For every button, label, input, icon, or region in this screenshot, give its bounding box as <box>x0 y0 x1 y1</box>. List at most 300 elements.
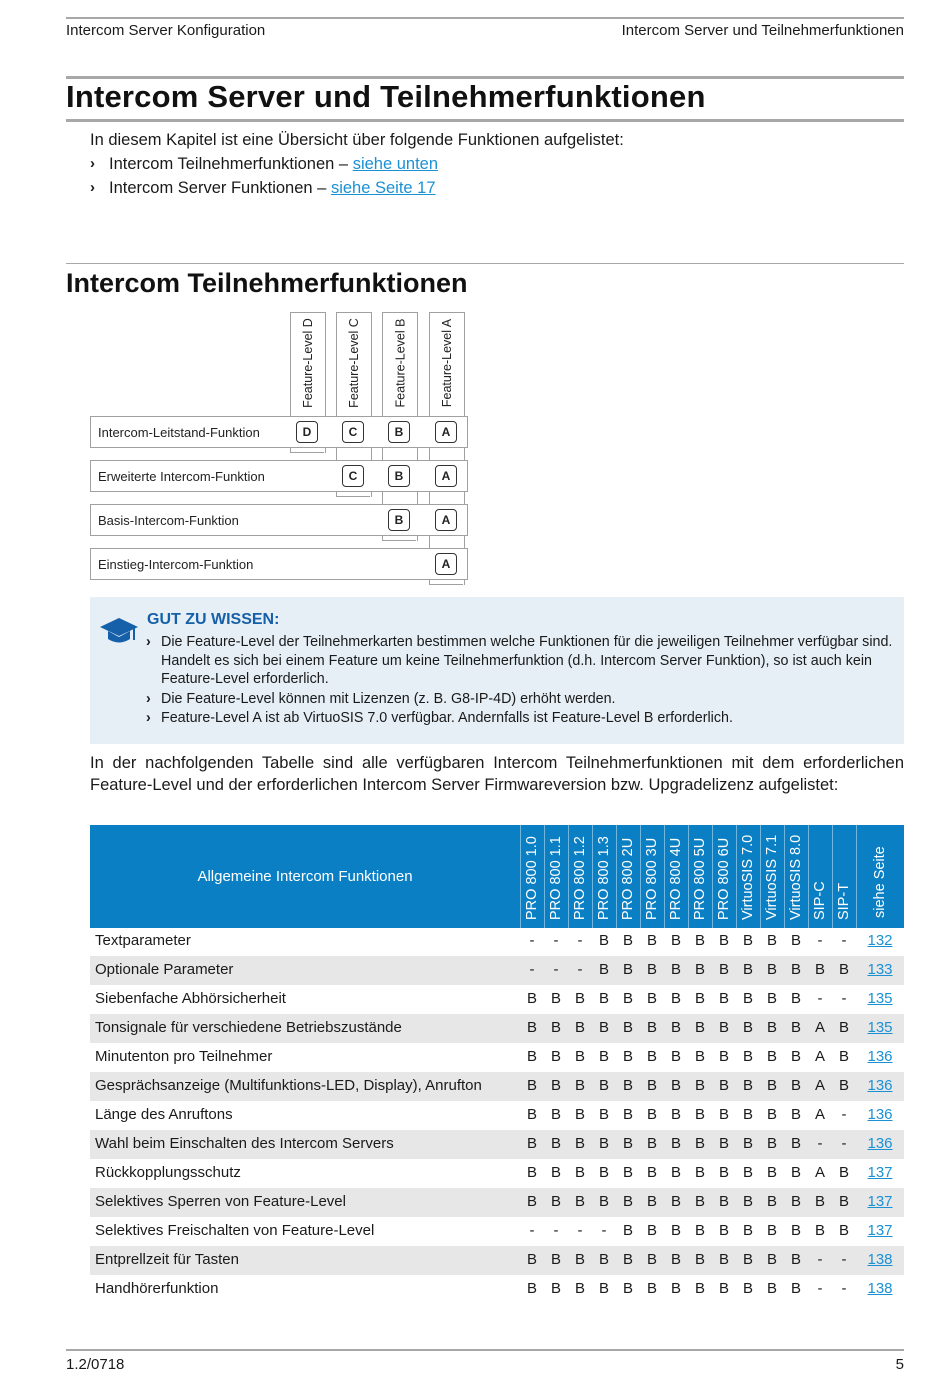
level-cell: B <box>646 1048 657 1065</box>
level-cell: B <box>622 1222 633 1239</box>
page-reference-link[interactable]: 136 <box>867 1048 893 1065</box>
header-divider <box>808 825 809 928</box>
level-cell: B <box>742 1280 753 1297</box>
level-cell: B <box>790 1048 801 1065</box>
title-rule-bottom <box>66 119 904 122</box>
level-cell: B <box>766 1135 777 1152</box>
table-row <box>90 1014 904 1043</box>
level-cell: B <box>766 1280 777 1297</box>
level-cell: B <box>526 1106 537 1123</box>
chevron-right-icon: › <box>146 690 151 707</box>
level-cell: - <box>529 961 535 978</box>
level-cell: B <box>766 1193 777 1210</box>
function-name: Minutenton pro Teilnehmer <box>95 1048 273 1065</box>
level-cell: A <box>814 1164 825 1181</box>
level-cell: B <box>598 990 609 1007</box>
level-cell: B <box>646 1193 657 1210</box>
level-cell: B <box>526 1019 537 1036</box>
level-cell: A <box>814 1048 825 1065</box>
level-cell: B <box>790 1280 801 1297</box>
level-cell: B <box>742 932 753 949</box>
table-column-header <box>544 825 568 928</box>
function-name: Tonsignale für verschiedene Betriebszustände <box>95 1019 402 1036</box>
footer-page-number: 5 <box>895 1356 904 1373</box>
level-cell: B <box>766 990 777 1007</box>
table-column-header <box>712 825 736 928</box>
level-cell: B <box>622 1251 633 1268</box>
table-column-header <box>784 825 808 928</box>
level-cell: B <box>574 1106 585 1123</box>
level-cell: B <box>526 1193 537 1210</box>
level-cell: - <box>577 961 583 978</box>
level-cell: B <box>694 1222 705 1239</box>
table-header-page: siehe Seite <box>872 846 888 918</box>
level-cell: B <box>646 1077 657 1094</box>
table-column-header <box>592 825 616 928</box>
level-badge: B <box>388 465 410 487</box>
header-divider <box>592 825 593 928</box>
header-rule <box>66 17 904 19</box>
table-column-header <box>616 825 640 928</box>
header-divider <box>784 825 785 928</box>
level-cell: A <box>814 1106 825 1123</box>
level-cell: B <box>790 1193 801 1210</box>
level-cell: B <box>550 1019 561 1036</box>
level-cell: B <box>622 1106 633 1123</box>
function-name: Textparameter <box>95 932 191 949</box>
level-cell: B <box>790 1222 801 1239</box>
level-cell: B <box>838 1048 849 1065</box>
level-cell: B <box>670 961 681 978</box>
level-cell: B <box>766 1106 777 1123</box>
level-cell: B <box>670 1164 681 1181</box>
level-cell: B <box>742 1077 753 1094</box>
page-reference-link[interactable]: 133 <box>867 961 893 978</box>
level-cell: A <box>814 1019 825 1036</box>
level-cell: B <box>550 1077 561 1094</box>
level-cell: B <box>670 932 681 949</box>
page-reference-link[interactable]: 132 <box>867 932 893 949</box>
chevron-right-icon: › <box>146 710 151 726</box>
level-cell: B <box>646 1280 657 1297</box>
level-cell: B <box>574 1164 585 1181</box>
level-cell: B <box>694 961 705 978</box>
feature-level-column-label: Feature-Level A <box>440 318 454 408</box>
level-cell: - <box>601 1222 607 1239</box>
level-cell: B <box>526 1164 537 1181</box>
level-cell: - <box>841 1280 847 1297</box>
table-column-header-label: SIP-T <box>836 882 852 920</box>
level-cell: B <box>742 1164 753 1181</box>
table-column-header-label: PRO 800 6U <box>716 837 732 920</box>
intro-item-text: Intercom Server Funktionen – <box>109 179 327 197</box>
level-cell: B <box>646 990 657 1007</box>
info-item-text: Die Feature-Level können mit Lizenzen (z. B. G8-IP-4D) erhöht werden. <box>161 690 616 707</box>
level-cell: B <box>766 1251 777 1268</box>
feature-row <box>90 416 468 448</box>
table-row <box>90 1275 904 1304</box>
table-row <box>90 985 904 1014</box>
level-cell: B <box>790 961 801 978</box>
table-row <box>90 1188 904 1217</box>
level-cell: B <box>742 1019 753 1036</box>
level-cell: B <box>766 932 777 949</box>
page-reference-link[interactable]: 137 <box>867 1193 893 1210</box>
feature-level-column-a <box>429 312 465 585</box>
table-column-header <box>688 825 712 928</box>
level-cell: B <box>526 1280 537 1297</box>
function-name: Siebenfache Abhörsicherheit <box>95 990 286 1007</box>
level-cell: - <box>817 1251 823 1268</box>
level-cell: - <box>817 1135 823 1152</box>
level-cell: B <box>526 990 537 1007</box>
intro-item <box>90 152 624 176</box>
level-cell: B <box>622 990 633 1007</box>
level-cell: B <box>718 1222 729 1239</box>
level-cell: B <box>574 1280 585 1297</box>
feature-row-label: Erweiterte Intercom-Funktion <box>98 469 265 484</box>
running-header-left: Intercom Server Konfiguration <box>66 22 266 39</box>
table-column-header-label: VirtuoSIS 8.0 <box>788 834 804 920</box>
info-title: GUT ZU WISSEN: <box>147 611 280 628</box>
level-badge: D <box>296 421 318 443</box>
level-cell: B <box>622 1164 633 1181</box>
level-cell: B <box>766 1222 777 1239</box>
level-badge: C <box>342 421 364 443</box>
table-row <box>90 1043 904 1072</box>
table-column-header-label: VirtuoSIS 7.0 <box>740 834 756 920</box>
see-page-17-link[interactable]: siehe Seite 17 <box>330 179 436 197</box>
level-cell: B <box>718 1193 729 1210</box>
table-column-header <box>736 825 760 928</box>
table-row <box>90 1072 904 1101</box>
level-badge: A <box>435 553 457 575</box>
level-badge: A <box>435 465 457 487</box>
table-column-header-label: PRO 800 1.1 <box>548 836 564 920</box>
level-cell: B <box>790 1164 801 1181</box>
table-column-header-label: PRO 800 4U <box>668 837 684 920</box>
level-badge: A <box>435 421 457 443</box>
level-cell: B <box>526 1251 537 1268</box>
level-cell: B <box>598 1019 609 1036</box>
level-cell: B <box>574 1048 585 1065</box>
footer-rule <box>66 1349 904 1351</box>
level-cell: B <box>622 1048 633 1065</box>
level-cell: B <box>598 1048 609 1065</box>
level-cell: - <box>529 932 535 949</box>
page-title: Intercom Server und Teilnehmerfunktionen <box>66 79 706 114</box>
level-cell: B <box>718 1135 729 1152</box>
level-cell: B <box>838 961 849 978</box>
table-row <box>90 956 904 985</box>
section-rule <box>66 263 904 264</box>
level-cell: - <box>577 932 583 949</box>
level-cell: B <box>718 1048 729 1065</box>
info-list <box>146 633 894 729</box>
level-badge: B <box>388 421 410 443</box>
level-cell: B <box>718 1251 729 1268</box>
level-cell: B <box>694 1164 705 1181</box>
feature-row-label: Einstieg-Intercom-Funktion <box>98 557 254 572</box>
table-column-header-label: PRO 800 2U <box>620 837 636 920</box>
level-cell: B <box>718 1280 729 1297</box>
level-cell: B <box>814 1193 825 1210</box>
intro-item <box>90 176 624 200</box>
level-cell: B <box>526 1048 537 1065</box>
feature-level-column-label: Feature-Level D <box>301 318 315 408</box>
level-cell: B <box>598 1280 609 1297</box>
info-item <box>146 690 894 709</box>
level-cell: - <box>553 961 559 978</box>
chevron-right-icon: › <box>90 155 95 172</box>
section-title: Intercom Teilnehmerfunktionen <box>66 268 468 298</box>
level-cell: B <box>790 990 801 1007</box>
level-cell: B <box>646 932 657 949</box>
level-cell: B <box>790 932 801 949</box>
level-cell: B <box>742 990 753 1007</box>
level-cell: - <box>817 990 823 1007</box>
level-cell: B <box>670 1019 681 1036</box>
level-cell: B <box>742 1135 753 1152</box>
table-header-main: Allgemeine Intercom Funktionen <box>197 868 413 885</box>
level-cell: B <box>670 1251 681 1268</box>
function-name: Handhörerfunktion <box>95 1280 219 1297</box>
table-column-header <box>760 825 784 928</box>
level-cell: B <box>598 1135 609 1152</box>
header-divider <box>544 825 545 928</box>
level-cell: B <box>550 990 561 1007</box>
level-cell: B <box>694 932 705 949</box>
level-cell: B <box>790 1077 801 1094</box>
level-cell: - <box>841 932 847 949</box>
level-cell: B <box>598 1077 609 1094</box>
level-cell: B <box>550 1135 561 1152</box>
header-divider <box>736 825 737 928</box>
level-cell: B <box>814 961 825 978</box>
level-cell: B <box>742 1222 753 1239</box>
level-cell: B <box>814 1222 825 1239</box>
level-cell: B <box>742 1251 753 1268</box>
header-divider <box>712 825 713 928</box>
level-cell: B <box>790 1019 801 1036</box>
info-item <box>146 633 894 689</box>
table-column-header-label: PRO 800 1.3 <box>596 836 612 920</box>
level-cell: B <box>670 990 681 1007</box>
page-reference-link[interactable]: 135 <box>867 990 893 1007</box>
header-divider <box>640 825 641 928</box>
table-column-header <box>520 825 544 928</box>
level-cell: B <box>622 1193 633 1210</box>
function-name: Optionale Parameter <box>95 961 234 978</box>
function-name: Länge des Anruftons <box>95 1106 233 1123</box>
level-cell: B <box>670 1048 681 1065</box>
page-reference-link[interactable]: 136 <box>867 1077 893 1094</box>
level-cell: B <box>694 1280 705 1297</box>
level-cell: B <box>718 1164 729 1181</box>
feature-row-label: Basis-Intercom-Funktion <box>98 513 239 528</box>
feature-row <box>90 504 468 536</box>
level-cell: B <box>574 1077 585 1094</box>
table-column-header <box>640 825 664 928</box>
table-header <box>90 825 904 928</box>
feature-level-column-label: Feature-Level C <box>347 318 361 408</box>
header-divider <box>616 825 617 928</box>
level-cell: B <box>838 1164 849 1181</box>
level-cell: B <box>598 961 609 978</box>
level-cell: B <box>694 1251 705 1268</box>
level-cell: - <box>841 990 847 1007</box>
chevron-right-icon: › <box>146 634 151 650</box>
page-reference-link[interactable]: 137 <box>867 1164 893 1181</box>
table-column-header <box>832 825 856 928</box>
intro-text: In diesem Kapitel ist eine Übersicht über folgende Funktionen aufgelistet: <box>90 131 624 149</box>
table-row <box>90 1217 904 1246</box>
page-reference-link[interactable]: 138 <box>867 1251 893 1268</box>
table-column-header-label: PRO 800 3U <box>644 837 660 920</box>
page-reference-link[interactable]: 136 <box>867 1135 893 1152</box>
level-cell: - <box>841 1106 847 1123</box>
level-cell: B <box>646 1251 657 1268</box>
level-cell: B <box>622 1077 633 1094</box>
level-cell: B <box>574 1251 585 1268</box>
level-cell: B <box>622 961 633 978</box>
level-cell: B <box>646 961 657 978</box>
level-cell: B <box>670 1193 681 1210</box>
running-header-right: Intercom Server und Teilnehmerfunktionen <box>621 22 904 39</box>
header-divider <box>688 825 689 928</box>
level-cell: B <box>742 1106 753 1123</box>
level-cell: B <box>646 1019 657 1036</box>
page-reference-link[interactable]: 138 <box>867 1280 893 1297</box>
level-cell: B <box>838 1019 849 1036</box>
level-cell: B <box>574 1019 585 1036</box>
level-cell: B <box>646 1135 657 1152</box>
level-cell: B <box>838 1193 849 1210</box>
page-reference-link[interactable]: 136 <box>867 1106 893 1123</box>
table-column-header <box>808 825 832 928</box>
level-cell: B <box>670 1280 681 1297</box>
feature-row-label: Intercom-Leitstand-Funktion <box>98 425 260 440</box>
header-divider <box>520 825 521 928</box>
intro-section <box>90 128 624 200</box>
footer-version: 1.2/0718 <box>66 1356 125 1373</box>
info-item <box>146 709 894 728</box>
level-cell: B <box>670 1222 681 1239</box>
column-end-mark <box>336 496 370 497</box>
level-cell: B <box>574 1193 585 1210</box>
level-cell: - <box>529 1222 535 1239</box>
level-badge: C <box>342 465 364 487</box>
level-cell: B <box>598 1106 609 1123</box>
function-name: Selektives Sperren von Feature-Level <box>95 1193 346 1210</box>
level-cell: B <box>694 1135 705 1152</box>
info-item-text: Feature-Level A ist ab VirtuoSIS 7.0 verfügbar. Andernfalls ist Feature-Level B erforderlich. <box>161 710 733 726</box>
level-cell: B <box>742 1048 753 1065</box>
intro-item-text: Intercom Teilnehmerfunktionen – <box>109 155 349 173</box>
level-cell: B <box>694 1193 705 1210</box>
function-name: Wahl beim Einschalten des Intercom Servers <box>95 1135 394 1152</box>
level-cell: B <box>622 1135 633 1152</box>
level-cell: - <box>577 1222 583 1239</box>
level-cell: B <box>790 1106 801 1123</box>
level-cell: B <box>766 1077 777 1094</box>
level-cell: B <box>718 990 729 1007</box>
header-divider <box>664 825 665 928</box>
level-cell: B <box>694 1048 705 1065</box>
level-cell: B <box>694 1106 705 1123</box>
level-cell: B <box>838 1077 849 1094</box>
level-cell: B <box>718 1019 729 1036</box>
see-below-link[interactable]: siehe unten <box>352 155 439 173</box>
header-divider <box>760 825 761 928</box>
level-cell: B <box>598 932 609 949</box>
table-column-header <box>664 825 688 928</box>
level-badge: A <box>435 509 457 531</box>
feature-row <box>90 548 468 580</box>
level-cell: B <box>670 1106 681 1123</box>
level-cell: B <box>694 1077 705 1094</box>
level-cell: B <box>718 932 729 949</box>
level-cell: B <box>742 1193 753 1210</box>
header-divider <box>568 825 569 928</box>
level-cell: B <box>526 1077 537 1094</box>
table-row <box>90 927 904 956</box>
graduation-cap-icon <box>99 616 139 646</box>
level-cell: B <box>766 1164 777 1181</box>
level-cell: B <box>718 1077 729 1094</box>
level-cell: B <box>790 1251 801 1268</box>
level-cell: B <box>550 1106 561 1123</box>
header-divider <box>832 825 833 928</box>
level-cell: B <box>550 1193 561 1210</box>
level-cell: B <box>766 1019 777 1036</box>
table-row <box>90 1101 904 1130</box>
level-cell: B <box>622 932 633 949</box>
good-to-know-box <box>90 597 904 744</box>
function-name: Entprellzeit für Tasten <box>95 1251 239 1268</box>
page-reference-link[interactable]: 137 <box>867 1222 893 1239</box>
level-cell: B <box>622 1019 633 1036</box>
level-cell: B <box>670 1077 681 1094</box>
level-cell: B <box>694 990 705 1007</box>
level-cell: - <box>817 1280 823 1297</box>
level-cell: - <box>841 1251 847 1268</box>
level-cell: B <box>646 1106 657 1123</box>
level-cell: B <box>766 961 777 978</box>
level-cell: B <box>718 1106 729 1123</box>
page-reference-link[interactable]: 135 <box>867 1019 893 1036</box>
level-cell: B <box>622 1280 633 1297</box>
level-cell: - <box>553 1222 559 1239</box>
level-cell: B <box>574 1135 585 1152</box>
header-divider <box>856 825 857 928</box>
function-name: Selektives Freischalten von Feature-Level <box>95 1222 375 1239</box>
level-cell: B <box>574 990 585 1007</box>
level-badge: B <box>388 509 410 531</box>
level-cell: B <box>550 1280 561 1297</box>
level-cell: B <box>646 1164 657 1181</box>
level-cell: B <box>598 1164 609 1181</box>
level-cell: B <box>550 1251 561 1268</box>
info-item-text: Die Feature-Level der Teilnehmerkarten bestimmen welche Funktionen für die jeweiligen Teilnehmer verfügbar sind. Handelt es sich bei einem Feature um keine Teilnehmerfunktion (d.h. Intercom Server Funktion), so ist auch kein Feature-Level erforderlich. <box>161 634 893 687</box>
chevron-right-icon: › <box>90 179 95 196</box>
table-column-header-label: PRO 800 1.0 <box>524 836 540 920</box>
function-name: Rückkopplungsschutz <box>95 1164 241 1181</box>
table-column-header-label: PRO 800 1.2 <box>572 836 588 920</box>
level-cell: - <box>553 932 559 949</box>
level-cell: B <box>718 961 729 978</box>
table-row <box>90 1130 904 1159</box>
